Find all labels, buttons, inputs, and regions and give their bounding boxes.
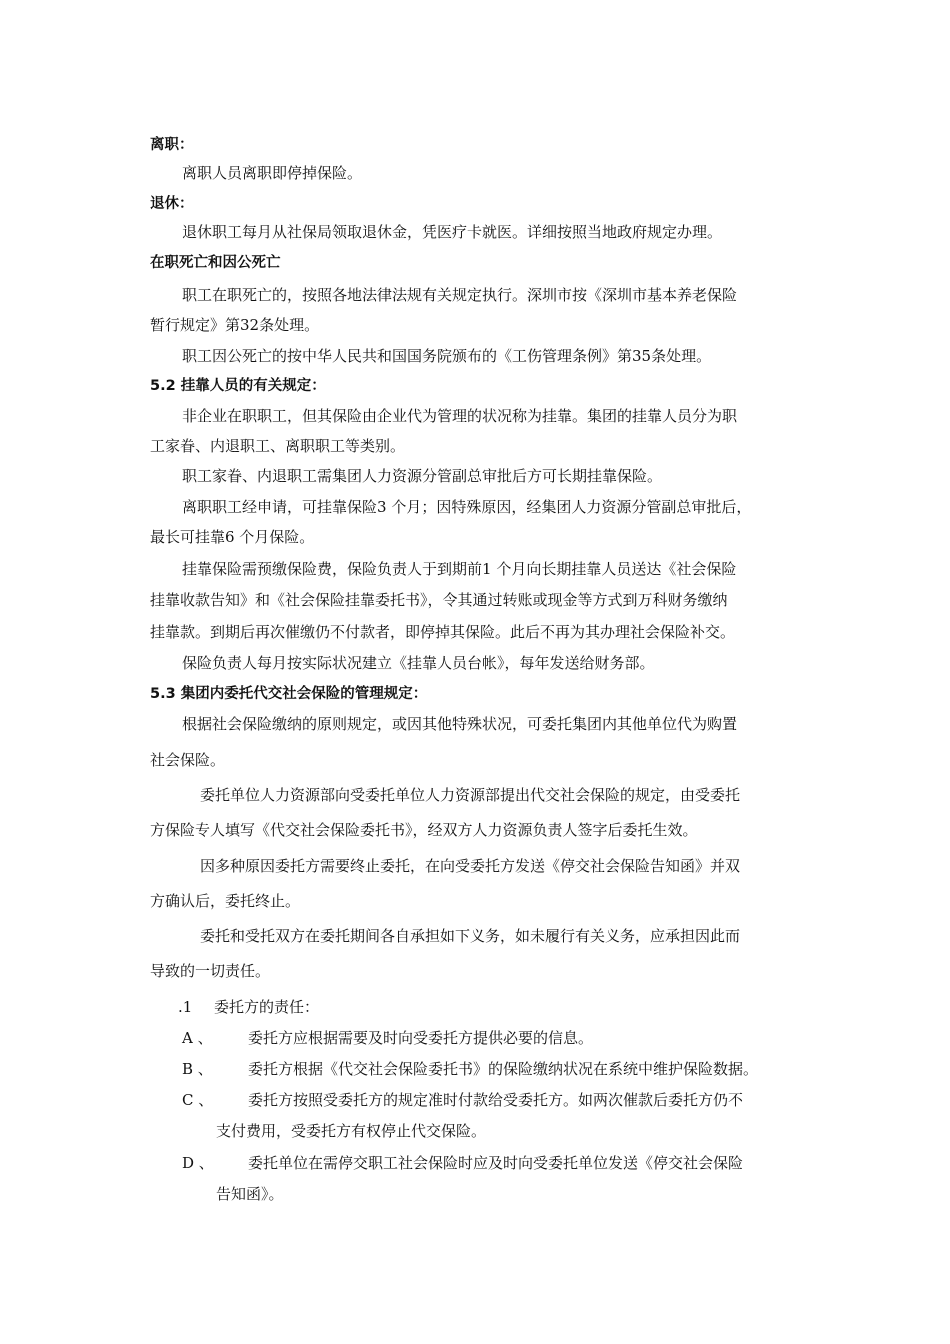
list-item-text: 委托方按照受委托方的规定准时付款给受委托方。如两次催款后委托方仍不 — [248, 1091, 744, 1109]
paragraph-death-1-line-2: 暂行规定》第32条处理。 — [150, 316, 320, 334]
paragraph-5-3-3-line-1: 因多种原因委托方需要终止委托，在向受委托方发送《停交社会保险告知函》并双 — [200, 857, 741, 875]
paragraph-5-2-2: 职工家眷、内退职工需集团人力资源分管副总审批后方可长期挂靠保险。 — [182, 467, 663, 485]
paragraph-5-2-5: 保险负责人每月按实际状况建立《挂靠人员台帐》，每年发送给财务部。 — [182, 654, 655, 672]
paragraph-5-3-4-line-1: 委托和受托双方在委托期间各自承担如下义务，如未履行有关义务，应承担因此而 — [200, 927, 741, 945]
paragraph-5-3-3-line-2: 方确认后，委托终止。 — [150, 892, 301, 910]
list-item-text: 委托方应根据需要及时向受委托方提供必要的信息。 — [248, 1029, 594, 1047]
list-item-marker: A 、 — [182, 1029, 213, 1047]
paragraph-5-3-4-line-2: 导致的一切责任。 — [150, 962, 271, 980]
paragraph-5-2-4-line-2: 挂靠收款告知》和《社会保险挂靠委托书》，令其通过转账或现金等方式到万科财务缴纳 — [150, 591, 728, 609]
heading-resignation: 离职： — [150, 137, 194, 153]
paragraph-5-3-2-line-1: 委托单位人力资源部向受委托单位人力资源部提出代交社会保险的规定，由受委托 — [200, 786, 741, 804]
paragraph-5-2-4-line-3: 挂靠款。到期后再次催缴仍不付款者，即停掉其保险。此后不再为其办理社会保险补交。 — [150, 623, 736, 641]
paragraph-5-2-3-line-1: 离职职工经申请，可挂靠保险3 个月；因特殊原因，经集团人力资源分管副总审批后， — [182, 498, 752, 516]
paragraph-5-2-1-line-1: 非企业在职职工，但其保险由企业代为管理的状况称为挂靠。集团的挂靠人员分为职 — [182, 407, 738, 425]
list-item-text-continuation: 告知函》。 — [216, 1185, 284, 1203]
paragraph-5-2-3-line-2: 最长可挂靠6 个月保险。 — [150, 528, 315, 546]
list-item-marker: D 、 — [182, 1154, 214, 1172]
paragraph-death-1-line-1: 职工在职死亡的，按照各地法律法规有关规定执行。深圳市按《深圳市基本养老保险 — [182, 286, 738, 304]
subsection-number: .1 — [178, 998, 193, 1016]
paragraph-5-3-1-line-2: 社会保险。 — [150, 751, 226, 769]
list-item-marker: B 、 — [182, 1060, 213, 1078]
paragraph-death-2: 职工因公死亡的按中华人民共和国国务院颁布的《工伤管理条例》第35条处理。 — [182, 347, 712, 365]
heading-death: 在职死亡和因公死亡 — [150, 255, 281, 271]
list-item-text-continuation: 支付费用，受委托方有权停止代交保险。 — [216, 1122, 487, 1140]
list-item-marker: C 、 — [182, 1091, 214, 1109]
section-heading-5-3: 5.3 集团内委托代交社会保险的管理规定： — [150, 686, 428, 702]
paragraph-5-2-1-line-2: 工家眷、内退职工、离职职工等类别。 — [150, 437, 406, 455]
subsection-title: 委托方的责任： — [214, 998, 320, 1016]
paragraph-resignation: 离职人员离职即停掉保险。 — [182, 164, 363, 182]
list-item-text: 委托单位在需停交职工社会保险时应及时向受委托单位发送《停交社会保险 — [248, 1154, 744, 1172]
paragraph-5-3-2-line-2: 方保险专人填写《代交社会保险委托书》，经双方人力资源负责人签字后委托生效。 — [150, 821, 698, 839]
paragraph-5-2-4-line-1: 挂靠保险需预缴保险费，保险负责人于到期前1 个月向长期挂靠人员送达《社会保险 — [182, 560, 737, 578]
list-item-text: 委托方根据《代交社会保险委托书》的保险缴纳状况在系统中维护保险数据。 — [248, 1060, 759, 1078]
paragraph-5-3-1-line-1: 根据社会保险缴纳的原则规定，或因其他特殊状况，可委托集团内其他单位代为购置 — [182, 715, 738, 733]
paragraph-retirement: 退休职工每月从社保局领取退休金，凭医疗卡就医。详细按照当地政府规定办理。 — [182, 223, 723, 241]
heading-retirement: 退休： — [150, 196, 194, 212]
section-heading-5-2: 5.2 挂靠人员的有关规定： — [150, 378, 326, 394]
